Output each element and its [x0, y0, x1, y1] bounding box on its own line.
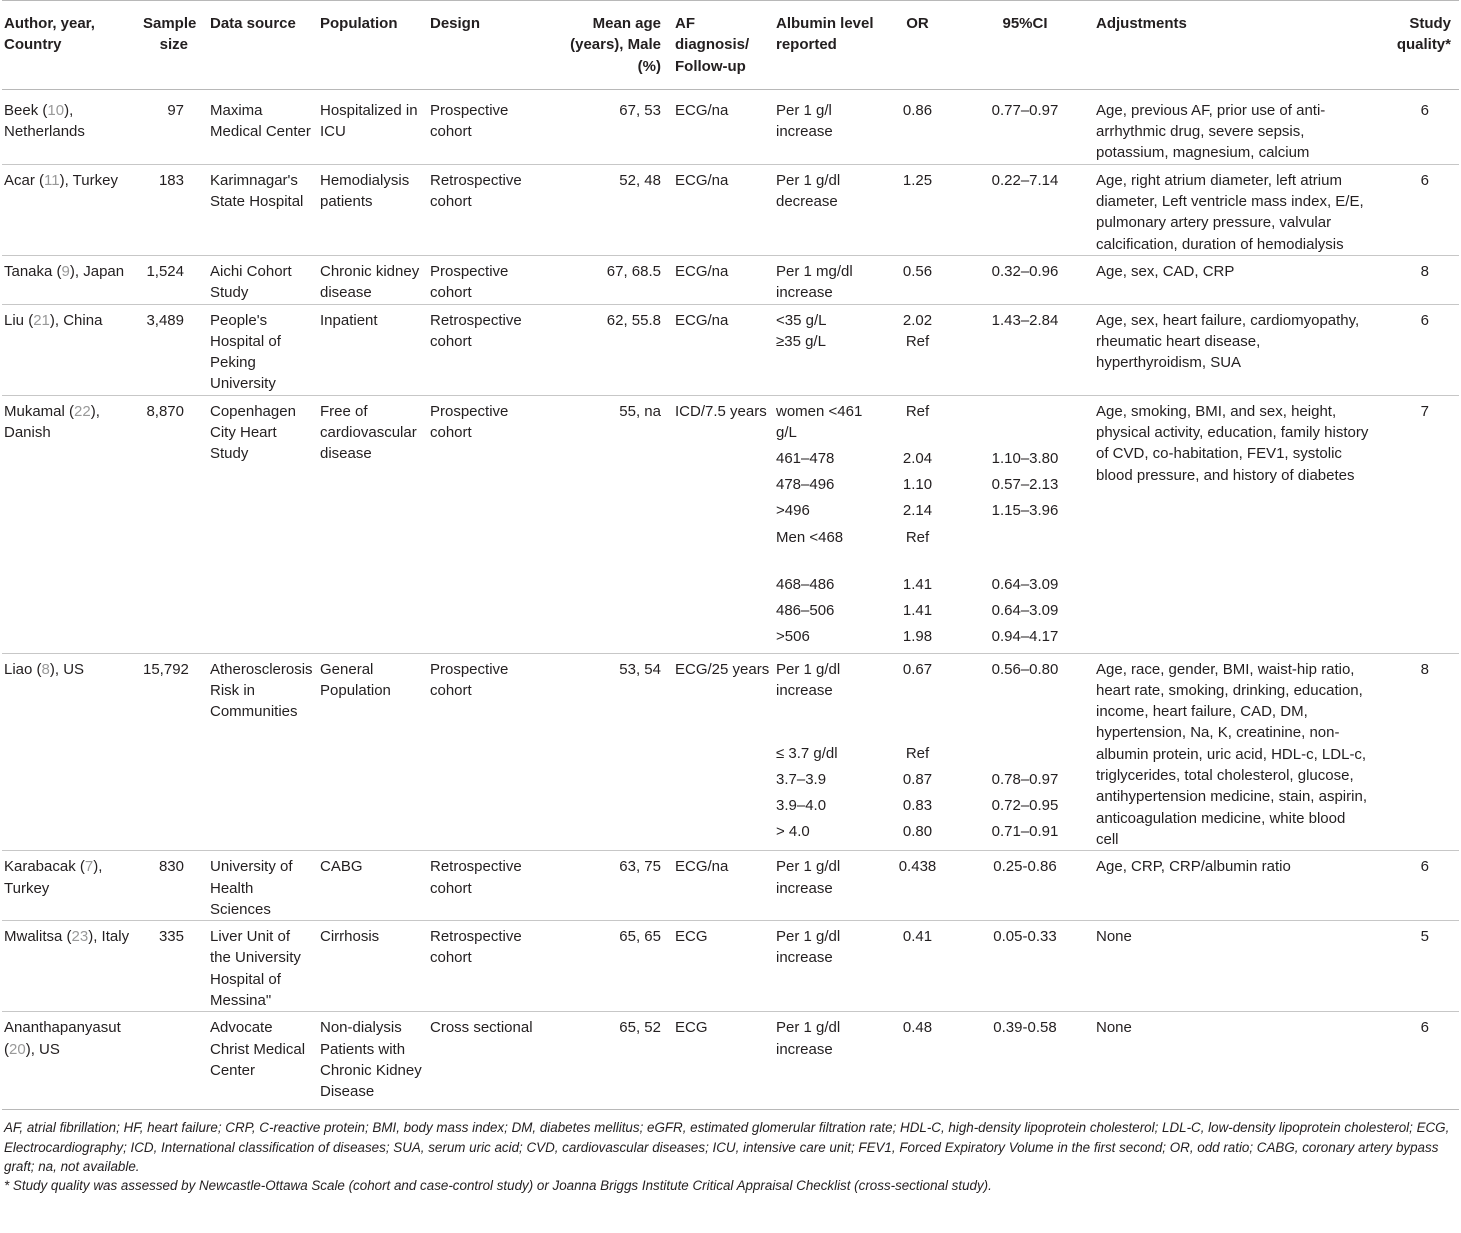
col-or: OR	[906, 15, 929, 32]
sample-size: 183	[141, 164, 208, 255]
albumin-value: women <461 g/L	[776, 402, 863, 442]
author-cell: Mwalitsa (23), Italy	[2, 921, 141, 1012]
col-source: Data source	[210, 15, 296, 32]
author-cell: Mukamal (22), Danish	[2, 395, 141, 653]
author-name: Mwalitsa	[4, 928, 63, 946]
col-author: Author, year, Country	[4, 15, 95, 54]
albumin-value: >496	[776, 502, 810, 520]
col-design: Design	[430, 15, 481, 32]
col-albumin: Albumin level reported	[776, 15, 874, 54]
author-country: , US	[30, 1040, 60, 1058]
col-sample: Sample size	[143, 15, 197, 54]
data-source: Maxima Medical Center	[210, 101, 311, 141]
sample-size: 3,489	[141, 304, 208, 395]
data-source: Karimnagar's State Hospital	[208, 164, 318, 255]
adjustments: Age, sex, heart failure, cardiomyopathy, rheumatic heart disease, hyperthyroidism, SUA	[1094, 304, 1374, 395]
ci-value: 0.77–0.97	[991, 101, 1059, 119]
population: Non-dialysis Patients with Chronic Kidney Disease	[318, 1012, 428, 1110]
or-value: 1.98	[902, 628, 933, 646]
albumin-level	[774, 1012, 879, 1110]
author-name: Liu	[4, 311, 25, 329]
mean-age-male: 62, 55.8	[549, 304, 665, 395]
ci-value	[960, 743, 1090, 769]
albumin-value: Per 1 g/l increase	[776, 101, 833, 141]
table-row	[2, 395, 1459, 653]
af-diagnosis: ECG/na	[665, 255, 774, 304]
data-source: People's Hospital of Peking University	[208, 304, 318, 395]
study-quality: 8	[1374, 653, 1459, 851]
author-cell: Ananthapanyasut (20), US	[2, 1012, 141, 1110]
or-value: 0.438	[898, 858, 937, 876]
ci-value: 1.10–3.80	[991, 449, 1059, 467]
ci-value: 0.56–0.80	[991, 660, 1059, 678]
confidence-interval	[958, 395, 1094, 653]
sample-size: 335	[141, 921, 208, 1012]
confidence-interval	[958, 653, 1094, 851]
af-diagnosis: ICD/7.5 years	[665, 395, 774, 653]
reference-link[interactable]: 20	[9, 1040, 26, 1058]
study-quality: 6	[1374, 164, 1459, 255]
table-row	[2, 851, 1459, 921]
ci-value	[960, 401, 1090, 448]
study-quality: 6	[1374, 304, 1459, 395]
table-body	[2, 89, 1459, 1110]
odds-ratio	[879, 921, 958, 1012]
data-source: University of Health Sciences	[208, 851, 318, 921]
mean-age-male: 52, 48	[549, 164, 665, 255]
author-name: Mukamal	[4, 402, 65, 420]
or-value: 2.02	[902, 311, 933, 329]
adjustments: Age, previous AF, prior use of anti-arrhythmic drug, severe sepsis, potassium, magnesium, calcium	[1096, 101, 1326, 162]
author-name: Acar	[4, 171, 35, 189]
adjustments: None	[1094, 1012, 1374, 1110]
confidence-interval	[958, 1012, 1094, 1110]
albumin-level	[774, 255, 879, 304]
author-cell: Karabacak (7), Turkey	[2, 851, 141, 921]
table-row	[2, 1012, 1459, 1110]
author-cell: Beek (10), Netherlands	[4, 101, 85, 141]
or-value: 0.80	[902, 823, 933, 841]
ci-value: 0.78–0.97	[991, 770, 1059, 788]
design: Prospective cohort	[428, 653, 549, 851]
reference-link[interactable]: 21	[33, 311, 50, 329]
author-name: Beek	[4, 101, 39, 119]
design: Retrospective cohort	[428, 304, 549, 395]
reference-link[interactable]: 11	[44, 171, 60, 189]
or-value: Ref	[905, 332, 930, 350]
study-quality: 6	[1374, 851, 1459, 921]
albumin-value: 3.7–3.9	[776, 770, 827, 788]
albumin-value: 486–506	[776, 601, 835, 619]
author-country: , Turkey	[64, 171, 118, 189]
ci-value: 0.32–0.96	[991, 262, 1059, 280]
design: Retrospective cohort	[428, 851, 549, 921]
author-country: , China	[54, 311, 103, 329]
reference-link[interactable]: 23	[71, 928, 89, 946]
table-row	[2, 653, 1459, 851]
af-diagnosis: ECG/na	[675, 101, 729, 119]
or-value: 0.41	[902, 928, 933, 946]
study-quality: 6	[1374, 1012, 1459, 1110]
albumin-level	[774, 164, 879, 255]
mean-age-male: 67, 68.5	[549, 255, 665, 304]
af-diagnosis: ECG	[665, 921, 774, 1012]
design: Prospective cohort	[428, 255, 549, 304]
design: Cross sectional	[428, 1012, 549, 1110]
table-footnotes	[0, 1110, 1458, 1195]
study-quality: 7	[1374, 395, 1459, 653]
data-source: Copenhagen City Heart Study	[208, 395, 318, 653]
data-source: Aichi Cohort Study	[208, 255, 318, 304]
ci-value: 0.72–0.95	[991, 797, 1059, 815]
or-value: Ref	[905, 528, 930, 546]
ci-value: 0.71–0.91	[991, 823, 1059, 841]
af-diagnosis: ECG	[665, 1012, 774, 1110]
confidence-interval	[958, 921, 1094, 1012]
col-ci: 95%CI	[1002, 15, 1048, 32]
or-value: 2.14	[902, 502, 933, 520]
reference-link[interactable]: 9	[61, 262, 70, 280]
ci-value: 0.25-0.86	[993, 858, 1057, 876]
sample-size: 97	[167, 101, 184, 119]
albumin-value: Per 1 mg/dl increase	[776, 262, 853, 302]
or-value: 0.83	[902, 797, 933, 815]
reference-link[interactable]: 7	[84, 858, 94, 876]
population: Hemodialysis patients	[318, 164, 428, 255]
albumin-value: Per 1 g/dl decrease	[776, 171, 841, 211]
or-value: 0.87	[902, 770, 933, 788]
ci-value: 1.43–2.84	[991, 311, 1059, 329]
albumin-value: 3.9–4.0	[776, 797, 827, 815]
af-diagnosis: ECG/na	[665, 304, 774, 395]
af-diagnosis: ECG/na	[665, 164, 774, 255]
design: Prospective cohort	[430, 101, 509, 141]
ci-value: 0.64–3.09	[991, 575, 1059, 593]
or-value: 1.41	[902, 575, 933, 593]
table-row	[2, 164, 1459, 255]
albumin-value: Men <468	[776, 528, 844, 546]
albumin-level	[774, 89, 879, 164]
header-row	[2, 1, 1459, 90]
author-country: , Danish	[4, 402, 100, 442]
confidence-interval	[958, 304, 1094, 395]
or-value: 1.41	[902, 601, 933, 619]
or-value: 1.10	[902, 476, 933, 494]
author-cell: Liao (8), US	[2, 653, 141, 851]
albumin-value: Per 1 g/dl increase	[776, 928, 841, 967]
mean-age-male: 65, 65	[549, 921, 665, 1012]
mean-age-male: 63, 75	[549, 851, 665, 921]
af-diagnosis: ECG/25 years	[665, 653, 774, 851]
adjustments: Age, smoking, BMI, and sex, height, physical activity, education, family history of CVD, co-habitation, FEV1, systolic blood pressure, and history of diabetes	[1094, 395, 1374, 653]
col-population: Population	[320, 15, 398, 32]
data-source: Advocate Christ Medical Center	[208, 1012, 318, 1110]
ci-value: 0.94–4.17	[991, 628, 1059, 646]
or-value: 2.04	[902, 449, 933, 467]
author-country: , Italy	[93, 928, 130, 946]
reference-link[interactable]: 22	[74, 402, 91, 420]
reference-link[interactable]: 10	[47, 101, 65, 119]
author-cell: Tanaka (9), Japan	[2, 255, 141, 304]
odds-ratio	[879, 304, 958, 395]
population: General Population	[318, 653, 428, 851]
table-row	[2, 304, 1459, 395]
albumin-value: Per 1 g/dl increase	[776, 858, 841, 897]
study-quality: 8	[1374, 255, 1459, 304]
ci-value	[960, 331, 1090, 352]
design: Retrospective cohort	[428, 921, 549, 1012]
study-quality: 5	[1374, 921, 1459, 1012]
sample-size: 830	[141, 851, 208, 921]
albumin-value: Per 1 g/dl increase	[776, 660, 841, 699]
author-cell: Liu (21), China	[2, 304, 141, 395]
population: Inpatient	[318, 304, 428, 395]
adjustments: Age, sex, CAD, CRP	[1094, 255, 1374, 304]
col-adjust: Adjustments	[1096, 15, 1187, 32]
ci-value: 0.22–7.14	[991, 171, 1059, 189]
table-row	[2, 921, 1459, 1012]
albumin-value: >506	[776, 628, 810, 646]
author-name: Tanaka	[4, 262, 53, 280]
odds-ratio	[879, 395, 958, 653]
ci-value	[960, 527, 1090, 574]
sample-size: 8,870	[141, 395, 208, 653]
confidence-interval	[958, 164, 1094, 255]
odds-ratio	[879, 164, 958, 255]
adjustments: None	[1094, 921, 1374, 1012]
confidence-interval	[958, 89, 1094, 164]
data-source: Liver Unit of the University Hospital of Messina"	[208, 921, 318, 1012]
ci-value: 0.64–3.09	[991, 601, 1059, 619]
or-value: 1.25	[902, 171, 933, 189]
col-quality: Study quality*	[1396, 15, 1451, 54]
table-row	[2, 255, 1459, 304]
col-age: Mean age (years), Male (%)	[570, 15, 661, 75]
ci-value: 0.05-0.33	[993, 928, 1057, 946]
population: Chronic kidney disease	[318, 255, 428, 304]
odds-ratio	[879, 851, 958, 921]
odds-ratio	[879, 89, 958, 164]
albumin-value: Per 1 g/dl increase	[776, 1019, 841, 1058]
col-af: AF diagnosis/ Follow-up	[675, 15, 750, 75]
author-name: Ananthapanyasut	[4, 1019, 121, 1037]
author-country: , Turkey	[4, 858, 103, 897]
quality-note: * Study quality was assessed by Newcastle-Ottawa Scale (cohort and case-control study) or Joanna Briggs Institute Critical Appraisal Checklist (cross-sectional study).	[4, 1178, 992, 1194]
ci-value: 0.57–2.13	[991, 476, 1059, 494]
af-diagnosis: ECG/na	[665, 851, 774, 921]
mean-age-male: 67, 53	[619, 101, 661, 119]
author-country: , Netherlands	[4, 101, 85, 141]
or-value: 0.67	[902, 660, 933, 678]
albumin-level	[774, 851, 879, 921]
or-value: Ref	[905, 744, 930, 762]
table-row	[2, 89, 1459, 164]
albumin-level	[774, 395, 879, 653]
albumin-value: 468–486	[776, 575, 835, 593]
sample-size: 15,792	[141, 653, 208, 851]
albumin-value: <35 g/L	[776, 311, 827, 329]
albumin-value: 461–478	[776, 449, 835, 467]
or-value: 0.48	[902, 1019, 933, 1037]
or-value: Ref	[905, 402, 930, 420]
population: Hospitalized in ICU	[320, 101, 418, 141]
author-cell: Acar (11), Turkey	[2, 164, 141, 255]
ci-value: 1.15–3.96	[991, 502, 1059, 520]
odds-ratio	[879, 653, 958, 851]
confidence-interval	[958, 255, 1094, 304]
adjustments: Age, right atrium diameter, left atrium diameter, Left ventricle mass index, E/E, pulmonary artery pressure, valvular calcification, duration of hemodialysis	[1094, 164, 1374, 255]
albumin-level	[774, 653, 879, 851]
albumin-value: > 4.0	[776, 823, 810, 841]
data-source: Atherosclerosis Risk in Communities	[208, 653, 318, 851]
mean-age-male: 55, na	[549, 395, 665, 653]
albumin-value: 478–496	[776, 476, 835, 494]
author-country: , Japan	[74, 262, 125, 280]
albumin-level	[774, 304, 879, 395]
population: Free of cardiovascular disease	[318, 395, 428, 653]
sample-size	[141, 1012, 208, 1110]
or-value: 0.86	[902, 101, 933, 119]
design: Prospective cohort	[428, 395, 549, 653]
reference-link[interactable]: 8	[41, 660, 50, 678]
population: Cirrhosis	[318, 921, 428, 1012]
odds-ratio	[879, 255, 958, 304]
abbreviations-note: AF, atrial fibrillation; HF, heart failure; CRP, C-reactive protein; BMI, body mass index; DM, diabetes mellitus; eGFR, estimated glomerular filtration rate; HDL-C, high-density lipoprotein cholesterol; LDL-C, low-density lipoprotein cholesterol; ECG, Electrocardiography; ICD, International classification of diseases; SUA, serum uric acid; CVD, cardiovascular diseases; ICU, intensive care unit; FEV1, Forced Expiratory Volume in the first second; OR, odd ratio; CABG, coronary artery bypass graft; na, not available.	[4, 1120, 1450, 1175]
author-country: , US	[54, 660, 85, 678]
adjustments: Age, CRP, CRP/albumin ratio	[1094, 851, 1374, 921]
author-name: Karabacak	[4, 858, 76, 876]
albumin-value: ≤ 3.7 g/dl	[776, 744, 838, 762]
ci-value: 0.39-0.58	[993, 1019, 1057, 1037]
adjustments: Age, race, gender, BMI, waist-hip ratio, heart rate, smoking, drinking, education, income, heart failure, CAD, DM, hypertension, Na, K, creatinine, non-albumin protein, uric acid, HDL-c, LDL-c, triglycerides, total cholesterol, glucose, antihypertension medicine, stain, aspirin, anticoagulation medicine, white blood cell	[1094, 653, 1374, 851]
study-quality: 6	[1420, 101, 1429, 119]
mean-age-male: 65, 52	[549, 1012, 665, 1110]
confidence-interval	[958, 851, 1094, 921]
population: CABG	[318, 851, 428, 921]
sample-size: 1,524	[141, 255, 208, 304]
mean-age-male: 53, 54	[549, 653, 665, 851]
design: Retrospective cohort	[428, 164, 549, 255]
author-name: Liao	[4, 660, 33, 678]
albumin-level	[774, 921, 879, 1012]
albumin-value: ≥35 g/L	[776, 332, 826, 350]
odds-ratio	[879, 1012, 958, 1110]
studies-table	[2, 0, 1459, 1110]
or-value: 0.56	[902, 262, 933, 280]
